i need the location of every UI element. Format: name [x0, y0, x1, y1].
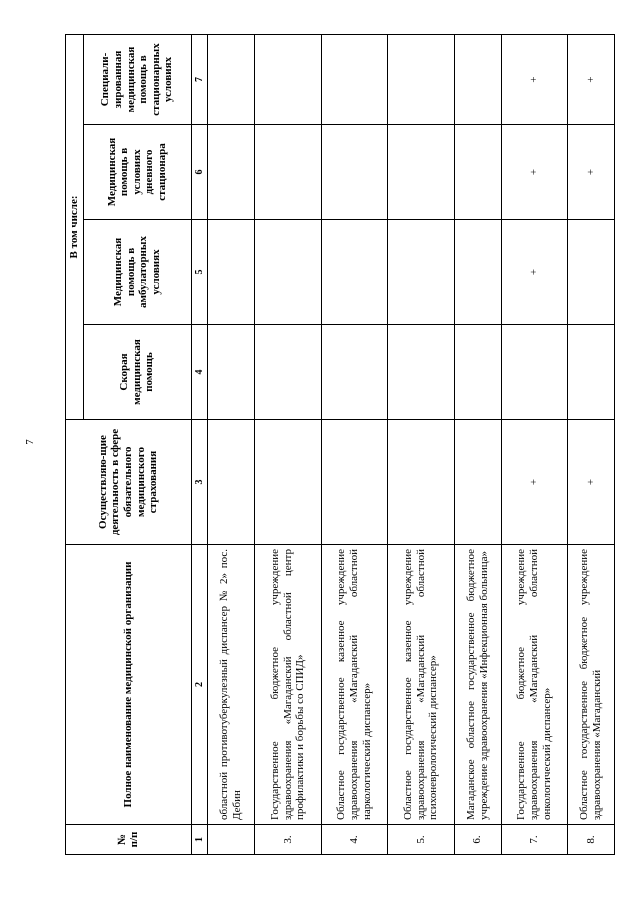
header-emergency: Скорая медицинская помощь	[83, 325, 191, 420]
cell-emergency	[255, 325, 322, 420]
cell-day-hospital	[321, 125, 388, 220]
row-num: 8.	[568, 825, 615, 855]
org-name: Государственное бюджетное учреждение здравоохранения «Магаданский областной онкологический диспансер»	[501, 545, 568, 825]
cell-emergency	[568, 325, 615, 420]
rotated-sheet	[65, 35, 615, 855]
row-num: 7.	[501, 825, 568, 855]
cell-specialized	[388, 34, 455, 124]
page-number: 7	[24, 439, 36, 445]
column-number: 2	[191, 545, 208, 825]
cell-day-hospital	[208, 125, 255, 220]
org-name: Областное государственное казенное учреждение здравоохранения «Магаданский областной наркологический диспансер»	[321, 545, 388, 825]
cell-day-hospital: +	[568, 125, 615, 220]
cell-ambulatory	[454, 220, 501, 325]
cell-oms	[321, 420, 388, 545]
header-day-hospital: Медицинская помощь в условиях дневного стационара	[83, 125, 191, 220]
header-name: Полное наименование медицинской организации	[66, 545, 192, 825]
column-number: 6	[191, 125, 208, 220]
column-number: 7	[191, 34, 208, 124]
cell-emergency	[321, 325, 388, 420]
cell-emergency	[208, 325, 255, 420]
cell-specialized: +	[501, 34, 568, 124]
table-row	[255, 34, 322, 854]
cell-ambulatory	[388, 220, 455, 325]
column-number: 5	[191, 220, 208, 325]
cell-emergency	[388, 325, 455, 420]
cell-ambulatory: +	[501, 220, 568, 325]
header-specialized: Специали-зированная медицинская помощь в стационарных условиях	[83, 34, 191, 124]
cell-specialized	[255, 34, 322, 124]
row-num: 4.	[321, 825, 388, 855]
column-number: 3	[191, 420, 208, 545]
column-number: 4	[191, 325, 208, 420]
cell-specialized	[454, 34, 501, 124]
org-name: Государственное бюджетное учреждение здравоохранения «Магаданский областной центр профилактики и борьбы со СПИД»	[255, 545, 322, 825]
table-row	[388, 34, 455, 854]
cell-oms	[208, 420, 255, 545]
org-name: Областное государственное казенное учреждение здравоохранения «Магаданский областной психоневрологический диспансер»	[388, 545, 455, 825]
column-number: 1	[191, 825, 208, 855]
row-num	[208, 825, 255, 855]
cell-specialized: +	[568, 34, 615, 124]
table-row	[208, 34, 255, 854]
cell-ambulatory	[568, 220, 615, 325]
org-name: Магаданское областное государственное бюджетное учреждение здравоохранения «Инфекционная больница»	[454, 545, 501, 825]
cell-specialized	[208, 34, 255, 124]
cell-day-hospital	[454, 125, 501, 220]
header-group: В том числе:	[66, 34, 84, 419]
cell-day-hospital	[388, 125, 455, 220]
table-row	[501, 34, 568, 854]
header-num: № п/п	[66, 825, 192, 855]
cell-ambulatory	[255, 220, 322, 325]
row-num: 3.	[255, 825, 322, 855]
cell-day-hospital: +	[501, 125, 568, 220]
table-row	[321, 34, 388, 854]
cell-day-hospital	[255, 125, 322, 220]
table-row	[454, 34, 501, 854]
cell-emergency	[454, 325, 501, 420]
row-num: 6.	[454, 825, 501, 855]
header-ambulatory: Медицинская помощь в амбулаторных условиях	[83, 220, 191, 325]
cell-ambulatory	[321, 220, 388, 325]
cell-oms: +	[568, 420, 615, 545]
cell-oms	[454, 420, 501, 545]
cell-oms	[255, 420, 322, 545]
org-name: областной противотуберкулезный диспансер № 2» пос. Дебин	[208, 545, 255, 825]
cell-ambulatory	[208, 220, 255, 325]
org-name: Областное государственное бюджетное учреждение здравоохранения «Магаданский	[568, 545, 615, 825]
cell-oms: +	[501, 420, 568, 545]
row-num: 5.	[388, 825, 455, 855]
medical-organizations-table	[65, 34, 615, 855]
header-oms: Осуществляю-щие деятельность в сфере обязательного медицинского страхования	[66, 420, 192, 545]
cell-emergency	[501, 325, 568, 420]
cell-specialized	[321, 34, 388, 124]
table-row	[568, 34, 615, 854]
cell-oms	[388, 420, 455, 545]
